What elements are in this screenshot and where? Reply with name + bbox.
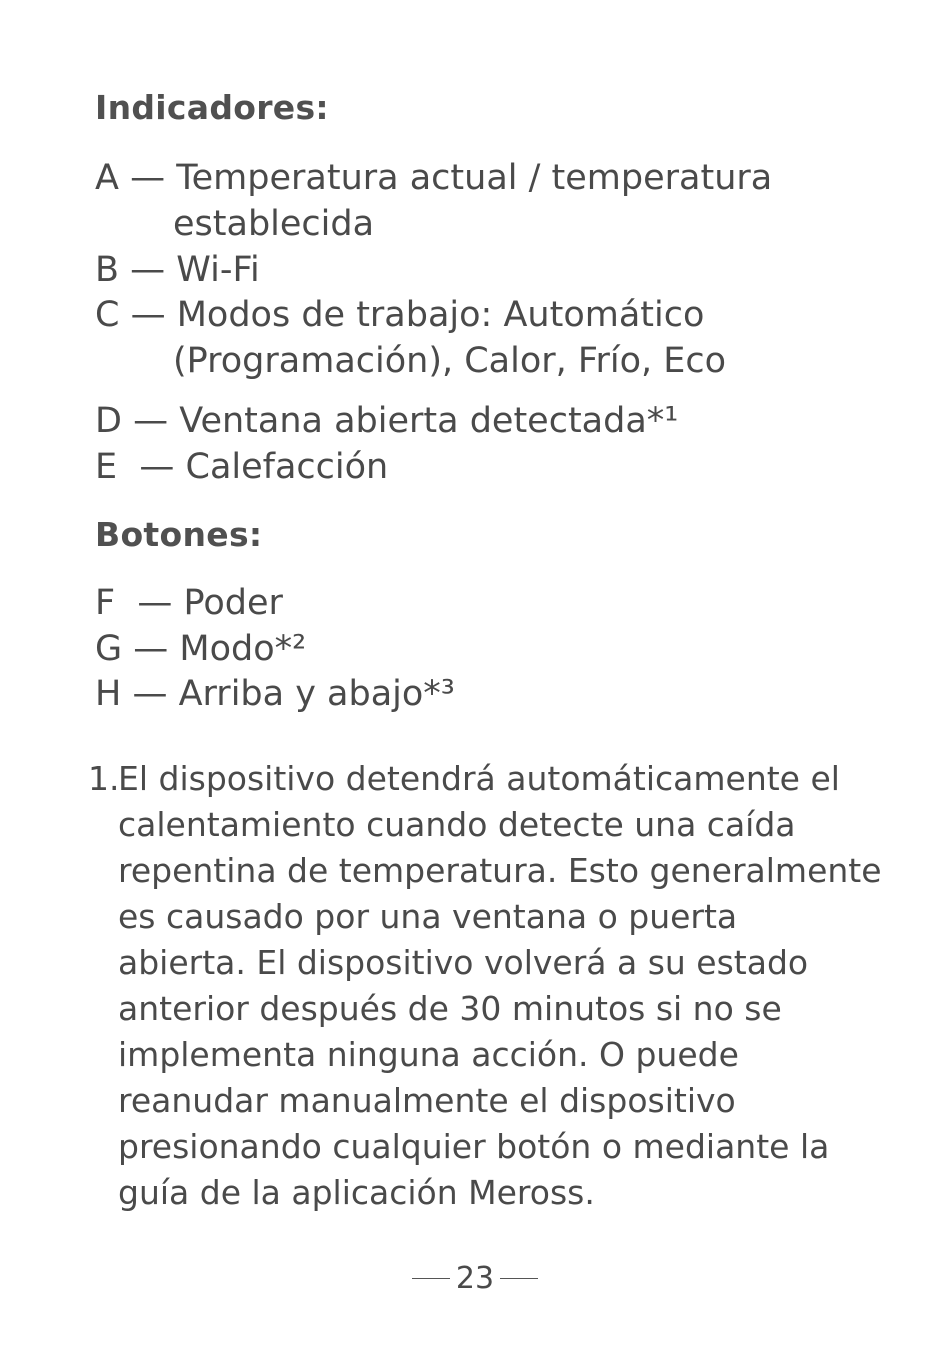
footnote-line: guía de la aplicación Meross. (118, 1173, 595, 1212)
item-dash: — (117, 447, 186, 487)
footnote-line: El dispositivo detendrá automáticamente el (118, 759, 840, 798)
footnote-line: implementa ninguna acción. O puede (118, 1035, 739, 1074)
item-text: Wi-Fi (176, 250, 260, 290)
indicator-item-b (95, 247, 260, 293)
item-letter: H (95, 674, 122, 714)
footnote-line: repentina de temperatura. Esto generalmente (118, 851, 882, 890)
indicator-item-e (95, 444, 388, 490)
item-text: Calefacción (185, 447, 389, 487)
item-letter: G (95, 629, 123, 669)
indicator-item-d (95, 398, 678, 444)
item-text: Arriba y abajo*³ (178, 674, 455, 714)
item-dash: — (121, 401, 180, 441)
footer-rule-left (412, 1278, 450, 1279)
item-letter: E (95, 447, 118, 487)
footnote-number: 1. (88, 759, 120, 798)
footnote-line: presionando cualquier botón o mediante la (118, 1127, 830, 1166)
indicator-item-c (95, 292, 704, 338)
item-letter: C (95, 295, 120, 335)
footnote-line: reanudar manualmente el dispositivo (118, 1081, 736, 1120)
item-dash: — (121, 674, 179, 714)
item-text: Modos de trabajo: Automático (176, 295, 705, 335)
footer-rule-right (500, 1278, 538, 1279)
item-letter: A (95, 158, 119, 198)
button-item-g (95, 626, 306, 672)
item-letter: D (95, 401, 122, 441)
item-text: Temperatura actual / temperatura (176, 158, 773, 198)
indicator-item-a-continuation: establecida (173, 204, 375, 244)
footnote-line: calentamiento cuando detecte una caída (118, 805, 796, 844)
footnote-line: abierta. El dispositivo volverá a su estado (118, 943, 809, 982)
indicadores-heading: Indicadores: (95, 88, 329, 127)
indicator-item-a (95, 155, 772, 201)
indicator-item-c-continuation: (Programación), Calor, Frío, Eco (173, 341, 727, 381)
botones-heading: Botones: (95, 515, 263, 554)
button-item-f (95, 580, 283, 626)
item-letter: F (95, 583, 116, 623)
page-number: 23 (455, 1260, 495, 1296)
button-item-h (95, 671, 455, 717)
page-footer (0, 1256, 950, 1300)
item-text: Poder (183, 583, 283, 623)
footnote-line: anterior después de 30 minutos si no se (118, 989, 782, 1028)
item-dash: — (115, 583, 184, 623)
item-dash: — (119, 250, 177, 290)
item-text: Modo*² (179, 629, 307, 669)
item-text: Ventana abierta detectada*¹ (179, 401, 679, 441)
item-letter: B (95, 250, 120, 290)
item-dash: — (118, 158, 177, 198)
item-dash: — (122, 629, 180, 669)
item-dash: — (119, 295, 177, 335)
footnote-line: es causado por una ventana o puerta (118, 897, 738, 936)
